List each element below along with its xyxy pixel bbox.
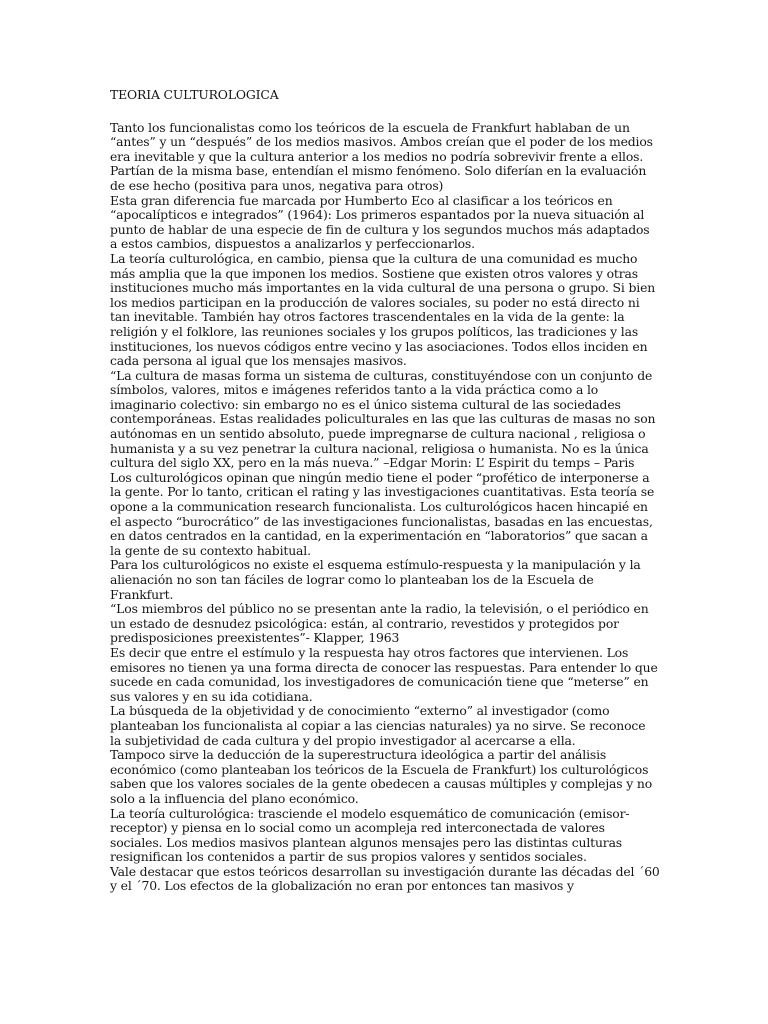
- paragraph-8: Es decir que entre el estímulo y la respuesta hay otros factores que intervienen. Los emisores no tienen ya una forma directa de conocer las respuestas. Para entender lo que sucede en cada comunidad, los investigadores de comunicación tiene que “meterse” en sus valores y en su ida cotidiana.: [110, 644, 658, 704]
- document-title: TEORIA CULTUROLOGICA: [110, 87, 279, 102]
- paragraph-10: Tampoco sirve la deducción de la superestructura ideológica a partir del análisis económico (como planteaban los teóricos de la Escuela de Frankfurt) los culturológicos saben que los valores sociales de la gente obedecen a causas múltiples y complejas y no solo a la influencia del plano económico.: [110, 747, 653, 806]
- paragraph-1: Tanto los funcionalistas como los teóricos de la escuela de Frankfurt hablaban de un “antes” y un “después” de los medios masivos. Ambos creían que el poder de los medios era inevitable y que la cultura anterior a los medios no podría sobrevivir frente a ellos. Partían de la misma base, entendían el mismo fenómeno. Solo diferían en la evaluación de ese hecho (positiva para unos, negativa para otros): [110, 119, 653, 193]
- paragraph-9: La búsqueda de la objetividad y de conocimiento “externo” al investigador (como planteaban los funcionalista al copiar a las ciencias naturales) ya no sirve. Se reconoce la subjetividad de cada cultura y del propio investigador al acercarse a ella.: [110, 703, 646, 748]
- paragraph-3: La teoría culturológica, en cambio, piensa que la cultura de una comunidad es mucho más amplia que la que imponen los medios. Sostiene que existen otros valores y otras instituciones mucho más importantes en la vida cultural de una persona o grupo. Si bien los medios participan en la producción de valores sociales, su poder no está directo ni tan inevitable. También hay otros factores trascendentales en la vida de la gente: la religión y el folklore, las reuniones sociales y los grupos políticos, las tradiciones y las instituciones, los nuevos códigos entre vecino y las asociaciones. Todos ellos inciden en cada persona al igual que los mensajes masivos.: [110, 250, 656, 369]
- paragraph-5: Los culturológicos opinan que ningún medio tiene el poder “profético de interponerse a la gente. Por lo tanto, critican el rating y las investigaciones cuantitativas. Esta teoría se opone a la communication research funcionalista. Los culturológicos hacen hincapié en el aspecto “burocrático” de las investigaciones funcionalistas, basadas en las encuestas, en datos centrados en la cantidad, en la experimentación en “laboratorios” que sacan a la gente de su contexto habitual.: [110, 469, 655, 558]
- paragraph-7-quote-klapper: “Los miembros del público no se presentan ante la radio, la televisión, o el periódico en un estado de desnudez psicológica: están, al contrario, revestidos y protegidos por predisposiciones preexistentes”- Klapper, 1963: [110, 601, 649, 646]
- paragraph-11: La teoría culturológica: trasciende el modelo esquemático de comunicación (emisor-receptor) y piensa en lo social como un acompleja red interconectada de valores sociales. Los medios masivos plantean algunos mensajes pero las distintas culturas resignifican los contenidos a partir de sus propios valores y sentidos sociales.: [110, 805, 630, 865]
- document-page: [110, 88, 660, 894]
- paragraph-6: Para los culturológicos no existe el esquema estímulo-respuesta y la manipulación y la alienación no son tan fáciles de lograr como lo planteaban los de la Escuela de Frankfurt.: [110, 557, 641, 602]
- paragraph-12: Vale destacar que estos teóricos desarrollan su investigación durante las décadas del ´60 y el ´70. Los efectos de la globalización no eran por entonces tan masivos y: [110, 863, 660, 894]
- paragraph-4-quote-morin: “La cultura de masas forma un sistema de culturas, constituyéndose con un conjunto de símbolos, valores, mitos e imágenes referidos tanto a la vida práctica como a lo imaginario colectivo: sin embargo no es el único sistema cultural de las sociedades contemporáneas. Estas realidades policulturales en las que las culturas de masas no son autónomas en un sentido absoluto, puede impregnarse de cultura nacional , religiosa o humanista y a su vez penetrar la cultura nacional, religiosa o humanista. No es la única cultura del siglo XX, pero en la más nueva.” –Edgar Morin: L’ Espirit du temps – Paris: [110, 367, 656, 471]
- paragraph-2: Esta gran diferencia fue marcada por Humberto Eco al clasificar a los teóricos en “apocalípticos e integrados” (1964): Los primeros espantados por la nueva situación al punto de hablar de una especie de fin de cultura y los segundos muchos más adaptados a estos cambios, dispuestos a analizarlos y perfeccionarlos.: [110, 192, 650, 252]
